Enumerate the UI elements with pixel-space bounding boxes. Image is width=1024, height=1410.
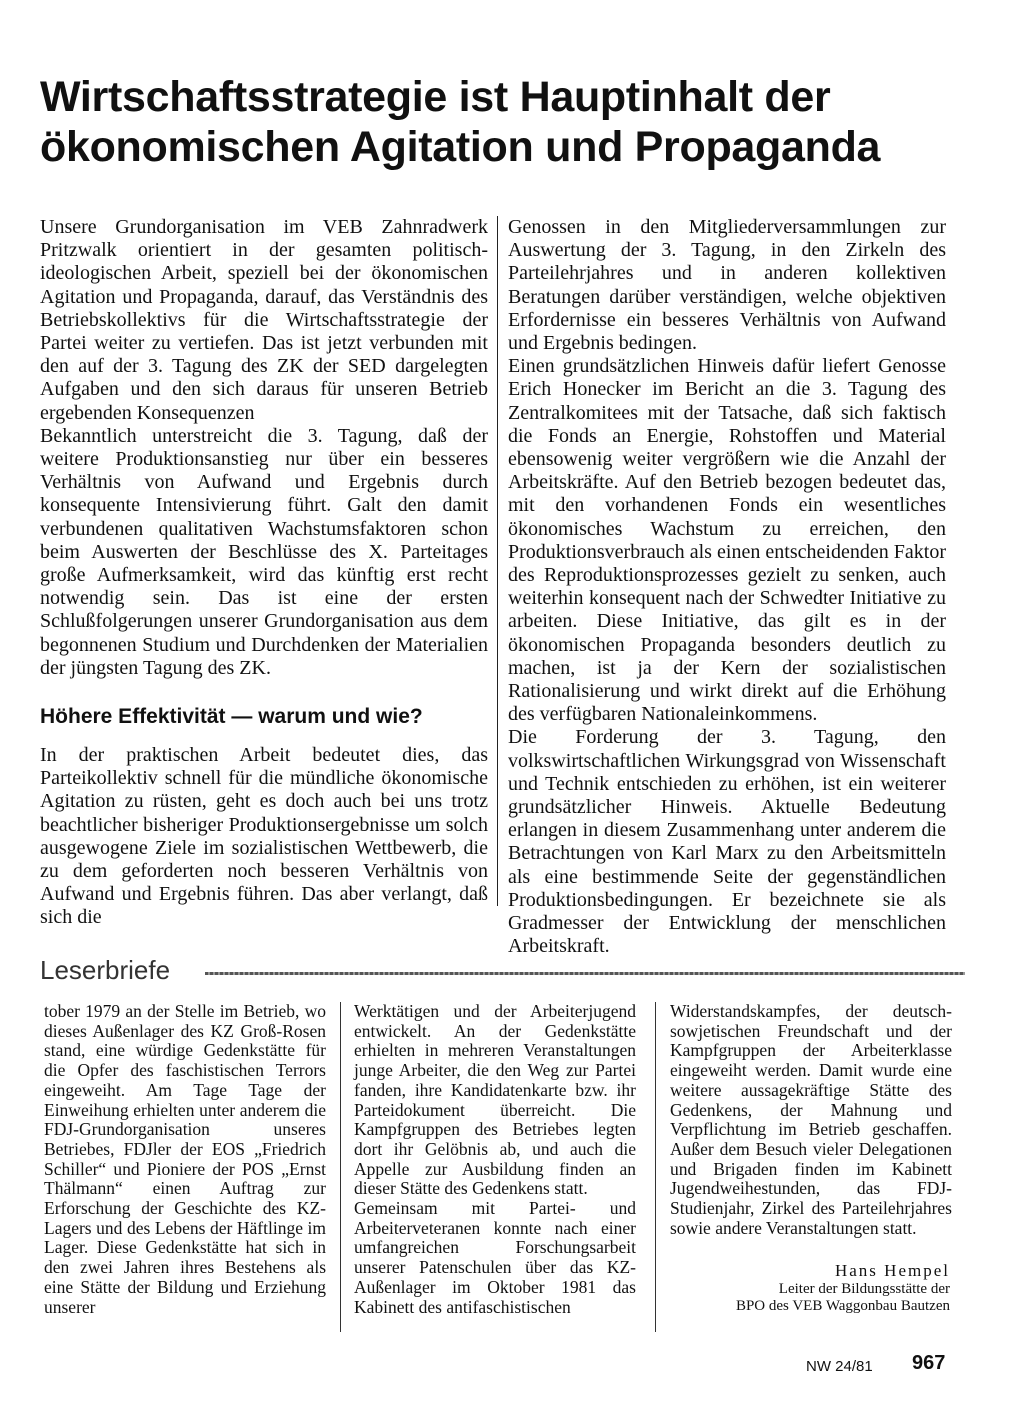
page-number: 967 [912,1352,946,1374]
paragraph: Bekanntlich unterstreicht die 3. Tagung, daß der weitere Produktionsanstieg nur über ein besseres Verhältnis von Aufwand und Ergebnis durch konsequente Intensivierung führt. Galt den damit verbundenen qualitativen Wachstumsfaktoren schon beim Auswerten der Beschlüsse des X. Parteitages große Aufmerksamkeit, wird das künftig erst recht notwendig sein. Das ist eine der ersten Schlußfolgerungen unserer Grundorganisation aus dem begonnenen Studium und Durchdenken der Materialien der jüngsten Tagung des ZK. [40,424,488,679]
column-divider [655,1002,656,1332]
letter-column-1 [44,1002,326,1317]
signature-role-line-2: BPO des VEB Waggonbau Bautzen [735,1298,950,1314]
paragraph: In der praktischen Arbeit bedeutet dies, das Parteikollektiv schnell für die mündliche ökonomische Agitation zu rüsten, geht es doch auch bei uns trotz beachtlicher bisheriger Produktionsergebnisse um solch ausgewogene Ziele im sozialistischen Wettbewerb, die zu dem geforderten noch besseren Verhältnis von Aufwand und Ergebnis führen. Das aber verlangt, daß sich die [40,744,488,929]
article-title [40,72,970,172]
signature-role [660,1281,950,1315]
signature-role-line-1: Leiter der Bildungsstätte der [778,1281,950,1297]
article-column-right [508,216,946,959]
section-title-leserbriefe: Leserbriefe [40,955,171,985]
column-divider [497,216,498,906]
letter-column-3 [670,1002,952,1238]
paragraph: Unsere Grundorganisation im VEB Zahnradwerk Pritzwalk orientiert in der gesamten politisch-ideologischen Arbeit, speziell bei der ökonomischen Agitation und Propaganda, darauf, das Verständnis des Betriebskollektivs für die Wirtschaftsstrategie der Partei weiter zu vertiefen. Das ist jetzt verbunden mit den auf der 3. Tagung des ZK der SED dargelegten Aufgaben und den sich daraus für unseren Betrieb ergebenden Konsequenzen [40,216,488,424]
title-line-1: Wirtschaftsstrategie ist Hauptinhalt der [40,73,831,121]
signature-name: Hans Hempel [834,1261,950,1280]
column-divider [340,1002,341,1332]
paragraph: Einen grundsätzlichen Hinweis dafür liefert Genosse Erich Honecker im Bericht an die 3. Tagung des Zentralkomitees mit der Tatsache, daß sich faktisch die Fonds an Energie, Rohstoffen und Material ebensowenig weiter vergrößern wie die Anzahl der Arbeitskräfte. Auf den Betrieb bezogen bedeutet das, mit den vorhandenen Fonds ein wesentliches ökonomisches Wachstum zu erreichen, den Produktionsverbrauch als einen entscheidenden Faktor des Reproduktionsprozesses gezielt zu senken, auch weiterhin konsequent nach der Schwedter Initiative zu arbeiten. Diese Initiative, das gilt es in der ökonomischen Propaganda besonders deutlich zu machen, ist ja der Kern der sozialistischen Rationalisierung und wirkt direkt auf die Erhöhung des verfügbaren Nationaleinkommens. [508,355,946,726]
paragraph: Gemeinsam mit Partei- und Arbeiterveteranen konnte nach einer umfangreichen Forschungsarbeit unserer Patenschulen über das KZ-Außenlager im Oktober 1981 das Kabinett des antifaschistischen [354,1198,636,1317]
letter-column-2 [354,1002,636,1317]
paragraph: Widerstandskampfes, der deutsch-sowjetischen Freundschaft und der Kampfgruppen der Arbeiterklasse eingeweiht werden. Damit wurde eine weitere aussagekräftige Stätte des Gedenkens, der Mahnung und Verpflichtung im Betrieb geschaffen. Außer dem Besuch vieler Delegationen und Brigaden finden im Kabinett Jugendweihestunden, das FDJ-Studienjahr, Zirkel des Parteilehrjahres sowie andere Veranstaltungen statt. [670,1001,952,1238]
section-rule [205,972,965,975]
paragraph: Genossen in den Mitgliederversammlungen zur Auswertung der 3. Tagung, in den Zirkeln des Parteilehrjahres und in anderen kollektiven Beratungen darüber verständigen, welche objektiven Erfordernisse ein besseres Verhältnis von Aufwand und Ergebnis bedingen. [508,216,946,355]
subheading: Höhere Effektivität — warum und wie? [40,705,423,729]
paragraph: tober 1979 an der Stelle im Betrieb, wo dieses Außenlager des KZ Groß-Rosen stand, eine würdige Gedenkstätte für die Opfer des faschistischen Terrors eingeweiht. Am Tage Tage der Einweihung erhielten unter anderem die FDJ-Grundorganisation unseres Betriebes, FDJler der EOS „Friedrich Schiller“ und Pioniere der POS „Ernst Thälmann“ einen Auftrag zur Erforschung der Geschichte des KZ-Lagers und des Lebens der Häftlinge im Lager. Diese Gedenkstätte hat sich in den zwei Jahren ihres Bestehens als eine Stätte der Bildung und Erziehung unserer [44,1001,326,1317]
paragraph: Die Forderung der 3. Tagung, den volkswirtschaftlichen Wirkungsgrad von Wissenschaft und Technik entschieden zu erhöhen, ist ein weiterer grundsätzlicher Hinweis. Aktuelle Bedeutung erlangen in diesem Zusammenhang unter anderem die Betrachtungen von Karl Marx zu den Arbeitsmitteln als eine bestimmende Seite der gegenständlichen Produktionsbedingungen. Er bezeichnete sie als Gradmesser der Entwicklung der menschlichen Arbeitskraft. [508,726,946,958]
paragraph: Werktätigen und der Arbeiterjugend entwickelt. An der Gedenkstätte erhielten in mehreren Veranstaltungen junge Arbeiter, die den Weg zur Partei fanden, ihre Kandidatenkarte bzw. ihr Parteidokument überreicht. Die Kampfgruppen des Betriebes legten dort ihr Gelöbnis ab, und auch die Appelle zur Ausbildung finden an dieser Stätte des Gedenkens statt. [354,1001,636,1199]
issue-label: NW 24/81 [806,1358,873,1375]
title-line-2: ökonomischen Agitation und Propaganda [40,123,881,171]
article-column-left [40,216,488,930]
